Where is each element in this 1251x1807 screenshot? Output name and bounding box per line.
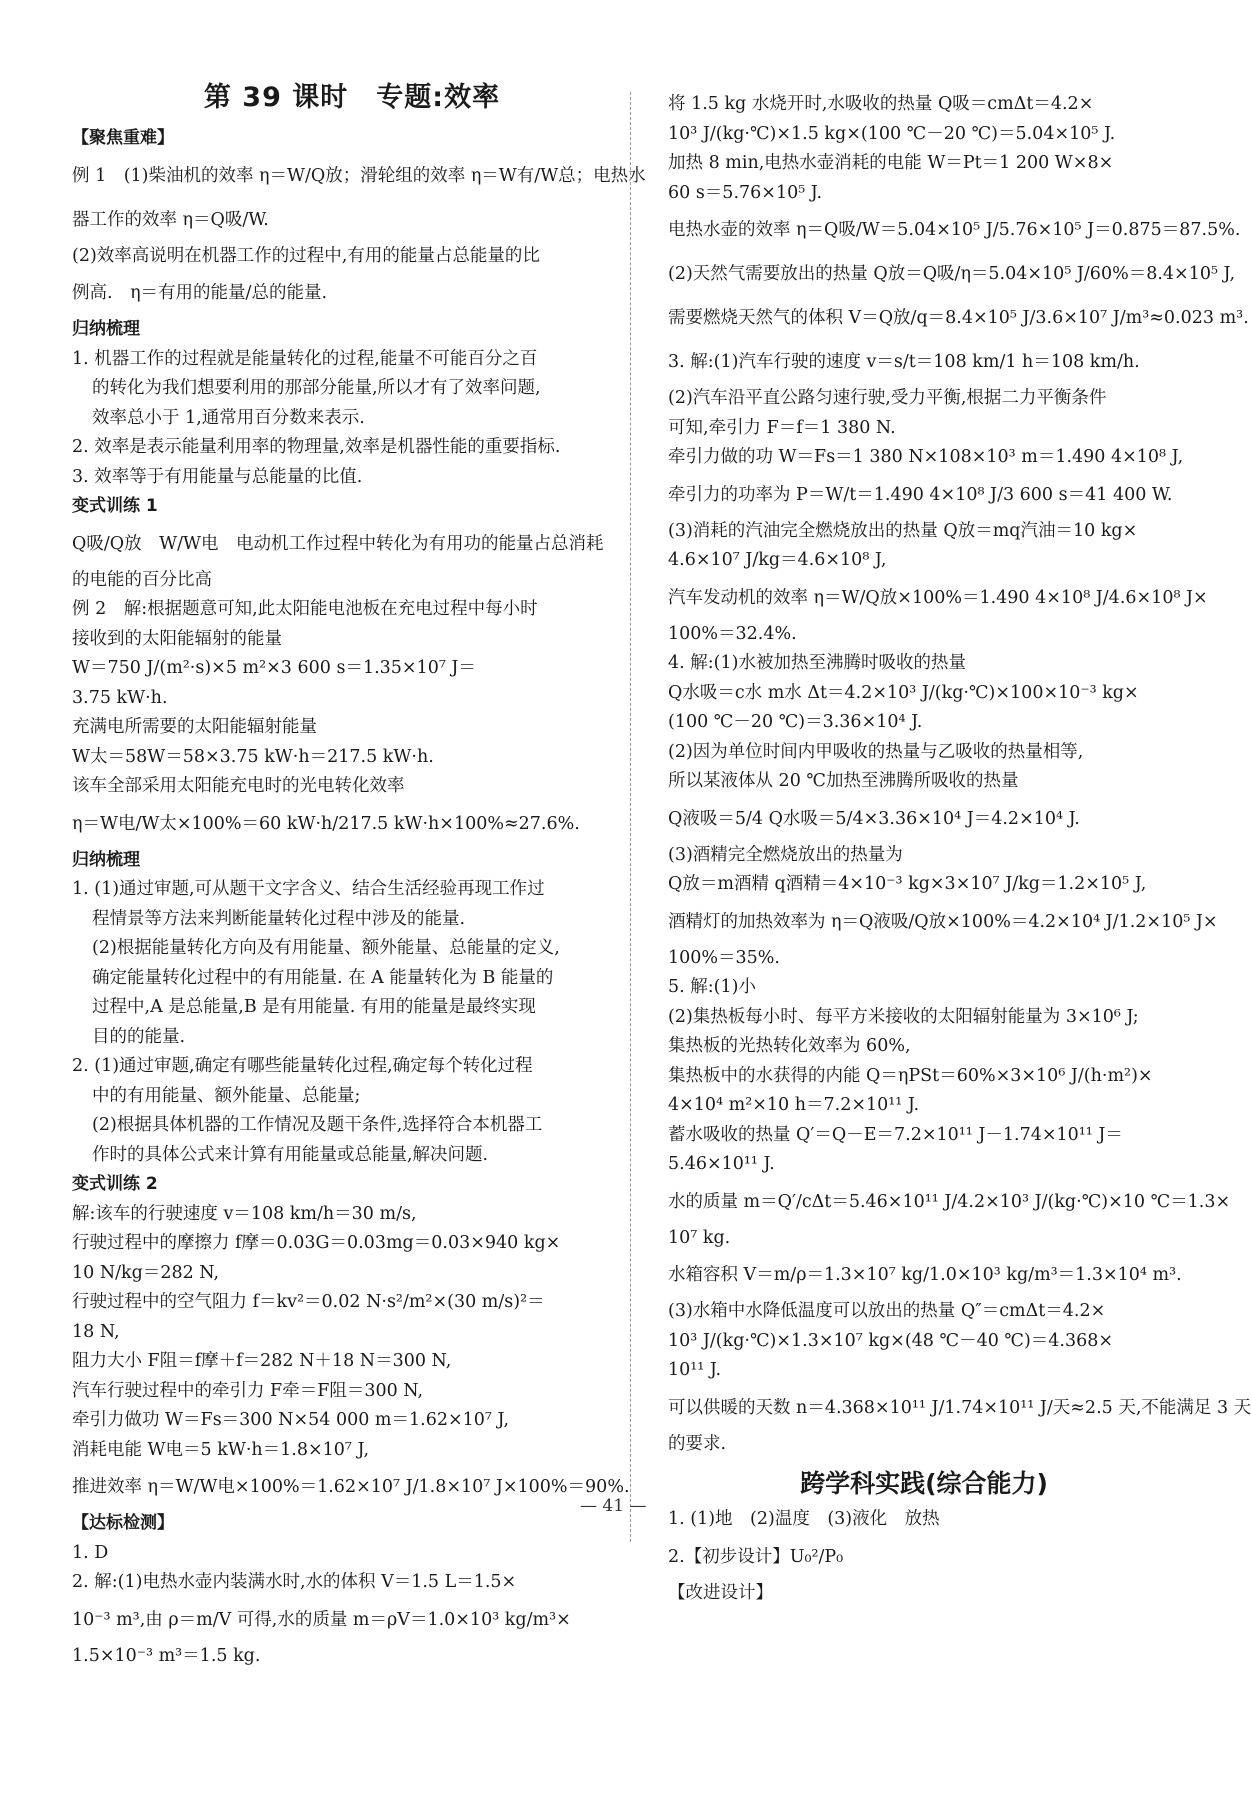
section-heading: 【聚焦重难】 bbox=[72, 128, 174, 148]
text-line: 1.5×10⁻³ m³＝1.5 kg. bbox=[72, 1645, 261, 1666]
text-line: 1. D bbox=[72, 1542, 109, 1563]
text-line: 2. (1)通过审题,确定有哪些能量转化过程,确定每个转化过程 bbox=[72, 1056, 533, 1076]
text-line: 10³ J/(kg·℃)×1.3×10⁷ kg×(48 ℃－40 ℃)＝4.368× bbox=[668, 1330, 1114, 1351]
text-line: 可以供暖的天数 n＝4.368×10¹¹ J/1.74×10¹¹ J/天≈2.5 天,不能满足 3 天 bbox=[668, 1397, 1251, 1418]
text-line: 蓄水吸收的热量 Q′＝Q－E＝7.2×10¹¹ J－1.74×10¹¹ J＝ bbox=[668, 1124, 1123, 1145]
text-line: (2)根据能量转化方向及有用能量、额外能量、总能量的定义, bbox=[92, 938, 560, 958]
text-line: 该车全部采用太阳能充电时的光电转化效率 bbox=[72, 776, 405, 796]
text-line: η＝W电/W太×100%＝60 kW·h/217.5 kW·h×100%≈27.6%. bbox=[72, 813, 580, 834]
text-line: Q吸/Q放 W/W电 电动机工作过程中转化为有用功的能量占总消耗 bbox=[72, 533, 604, 554]
section-heading: 归纳梳理 bbox=[72, 849, 140, 870]
text-line: 汽车行驶过程中的牵引力 F牵＝F阻＝300 N, bbox=[72, 1380, 424, 1401]
text-line: W太＝58W＝58×3.75 kW·h＝217.5 kW·h. bbox=[72, 746, 434, 767]
text-line: 加热 8 min,电热水壶消耗的电能 W＝Pt＝1 200 W×8× bbox=[668, 153, 1114, 173]
text-line: 过程中,A 是总能量,B 是有用能量. 有用的能量是最终实现 bbox=[92, 997, 536, 1017]
text-line: 2. 效率是表示能量利用率的物理量,效率是机器性能的重要指标. bbox=[72, 437, 561, 457]
text-line: 水的质量 m＝Q′/cΔt＝5.46×10¹¹ J/4.2×10³ J/(kg·℃)×10 ℃＝1.3× bbox=[668, 1191, 1231, 1212]
section-heading: 归纳梳理 bbox=[72, 319, 140, 339]
text-line: 3. 解:(1)汽车行驶的速度 v＝s/t＝108 km/1 h＝108 km/h. bbox=[668, 352, 1140, 372]
text-line: (2)因为单位时间内甲吸收的热量与乙吸收的热量相等, bbox=[668, 741, 1084, 762]
text-line: 推进效率 η＝W/W电×100%＝1.62×10⁷ J/1.8×10⁷ J×100%＝90%. bbox=[72, 1477, 630, 1497]
text-line: 接收到的太阳能辐射的能量 bbox=[72, 628, 282, 649]
text-line: 1. 机器工作的过程就是能量转化的过程,能量不可能百分之百 bbox=[72, 348, 538, 369]
section-heading: 【达标检测】 bbox=[72, 1513, 174, 1533]
text-line: (2)效率高说明在机器工作的过程中,有用的能量占总能量的比 bbox=[72, 245, 540, 266]
text-line: (3)消耗的汽油完全燃烧放出的热量 Q放＝mq汽油＝10 kg× bbox=[668, 520, 1138, 541]
text-line: 牵引力的功率为 P＝W/t＝1.490 4×10⁸ J/3 600 s＝41 400 W. bbox=[668, 484, 1173, 505]
text-line: 的转化为我们想要利用的那部分能量,所以才有了效率问题, bbox=[92, 378, 541, 398]
text-line: 60 s＝5.76×10⁵ J. bbox=[668, 182, 823, 203]
text-line: 100%＝32.4%. bbox=[668, 623, 797, 644]
lesson-title: 第 39 课时 专题:效率 bbox=[203, 82, 501, 113]
page-title bbox=[72, 78, 602, 120]
text-line: 作时的具体公式来计算有用能量或总能量,解决问题. bbox=[92, 1144, 489, 1165]
text-line: 中的有用能量、额外能量、总能量; bbox=[92, 1085, 361, 1106]
text-line: (2)天然气需要放出的热量 Q放＝Q吸/η＝5.04×10⁵ J/60%＝8.4×10⁵ J, bbox=[668, 264, 1236, 284]
text-line: 消耗电能 W电＝5 kW·h＝1.8×10⁷ J, bbox=[72, 1439, 370, 1460]
text-line: 行驶过程中的空气阻力 f＝kv²＝0.02 N·s²/m²×(30 m/s)²＝ bbox=[72, 1292, 545, 1312]
page-number: — 41 — bbox=[580, 1496, 647, 1516]
text-line: 10⁷ kg. bbox=[668, 1227, 731, 1248]
text-line: 10¹¹ J. bbox=[668, 1360, 722, 1380]
text-line: 4. 解:(1)水被加热至沸腾时吸收的热量 bbox=[668, 653, 966, 673]
section-title: 跨学科实践(综合能力) bbox=[800, 1469, 1048, 1498]
section-heading: 变式训练 2 bbox=[72, 1174, 158, 1194]
text-line: (2)集热板每小时、每平方米接收的太阳辐射能量为 3×10⁶ J; bbox=[668, 1006, 1139, 1027]
text-line: 【改进设计】 bbox=[668, 1582, 773, 1603]
text-line: 需要燃烧天然气的体积 V＝Q放/q＝8.4×10⁵ J/3.6×10⁷ J/m³≈0.023 m³. bbox=[668, 308, 1249, 328]
text-line: 效率总小于 1,通常用百分数来表示. bbox=[92, 407, 365, 428]
text-line: 水箱容积 V＝m/ρ＝1.3×10⁷ kg/1.0×10³ kg/m³＝1.3×10⁴ m³. bbox=[668, 1265, 1182, 1285]
text-line: (3)酒精完全燃烧放出的热量为 bbox=[668, 844, 903, 865]
text-line: Q水吸＝c水 m水 Δt＝4.2×10³ J/(kg·℃)×100×10⁻³ kg× bbox=[668, 682, 1139, 703]
text-line: 1. (1)地 (2)温度 (3)液化 放热 bbox=[668, 1509, 940, 1529]
text-line: 3.75 kW·h. bbox=[72, 687, 168, 708]
text-line: 行驶过程中的摩擦力 f摩＝0.03G＝0.03mg＝0.03×940 kg× bbox=[72, 1233, 561, 1253]
section-heading: 变式训练 1 bbox=[72, 496, 158, 516]
text-line: (100 ℃－20 ℃)＝3.36×10⁴ J. bbox=[668, 712, 923, 732]
text-line: (3)水箱中水降低温度可以放出的热量 Q″＝cmΔt＝4.2× bbox=[668, 1301, 1106, 1321]
text-line: 10 N/kg＝282 N, bbox=[72, 1262, 220, 1283]
text-line: 牵引力做的功 W＝Fs＝1 380 N×108×10³ m＝1.490 4×10⁸ J, bbox=[668, 447, 1184, 467]
text-line: 的要求. bbox=[668, 1433, 727, 1454]
text-line: 10⁻³ m³,由 ρ＝m/V 可得,水的质量 m＝ρV＝1.0×10³ kg/m³× bbox=[72, 1609, 571, 1630]
text-line: 的电能的百分比高 bbox=[72, 569, 212, 590]
text-line: 1. (1)通过审题,可从题干文字含义、结合生活经验再现工作过 bbox=[72, 879, 545, 899]
text-line: 程情景等方法来判断能量转化过程中涉及的能量. bbox=[92, 908, 466, 929]
text-line: Q放＝m酒精 q酒精＝4×10⁻³ kg×3×10⁷ J/kg＝1.2×10⁵ J, bbox=[668, 874, 1147, 894]
text-line: 器工作的效率 η＝Q吸/W. bbox=[72, 209, 269, 230]
text-line: 3. 效率等于有用能量与总能量的比值. bbox=[72, 466, 363, 487]
text-line: 电热水壶的效率 η＝Q吸/W＝5.04×10⁵ J/5.76×10⁵ J＝0.875＝87.5%. bbox=[668, 220, 1241, 240]
text-line: 2.【初步设计】U₀²/P₀ bbox=[668, 1546, 844, 1567]
column-divider bbox=[630, 92, 631, 1542]
text-line: Q液吸＝5/4 Q水吸＝5/4×3.36×10⁴ J＝4.2×10⁴ J. bbox=[668, 808, 1080, 829]
text-line: 100%＝35%. bbox=[668, 947, 780, 968]
text-line: 例 1 (1)柴油机的效率 η＝W/Q放；滑轮组的效率 η＝W有/W总；电热水 bbox=[72, 165, 646, 186]
text-line: 充满电所需要的太阳能辐射能量 bbox=[72, 717, 317, 737]
text-line: 汽车发动机的效率 η＝W/Q放×100%＝1.490 4×10⁸ J/4.6×10⁸ J× bbox=[668, 587, 1208, 608]
text-line: 确定能量转化过程中的有用能量. 在 A 能量转化为 B 能量的 bbox=[92, 967, 554, 988]
text-line: 5.46×10¹¹ J. bbox=[668, 1154, 775, 1174]
text-line: 牵引力做功 W＝Fs＝300 N×54 000 m＝1.62×10⁷ J, bbox=[72, 1410, 510, 1430]
text-line: (2)根据具体机器的工作情况及题干条件,选择符合本机器工 bbox=[92, 1115, 543, 1135]
text-line: (2)汽车沿平直公路匀速行驶,受力平衡,根据二力平衡条件 bbox=[668, 388, 1107, 408]
text-line: 将 1.5 kg 水烧开时,水吸收的热量 Q吸＝cmΔt＝4.2× bbox=[668, 94, 1094, 114]
text-line: 阻力大小 F阻＝f摩＋f＝282 N＋18 N＝300 N, bbox=[72, 1351, 452, 1371]
text-line: W＝750 J/(m²·s)×5 m²×3 600 s＝1.35×10⁷ J＝ bbox=[72, 658, 476, 678]
text-line: 2. 解:(1)电热水壶内装满水时,水的体积 V＝1.5 L＝1.5× bbox=[72, 1572, 517, 1592]
text-line: 例高. η＝有用的能量/总的能量. bbox=[72, 283, 328, 303]
text-line: 例 2 解:根据题意可知,此太阳能电池板在充电过程中每小时 bbox=[72, 599, 538, 619]
text-line: 酒精灯的加热效率为 η＝Q液吸/Q放×100%＝4.2×10⁴ J/1.2×10⁵ J× bbox=[668, 911, 1218, 932]
text-line: 18 N, bbox=[72, 1321, 120, 1342]
right-column bbox=[668, 90, 1251, 1608]
text-line: 集热板的光热转化效率为 60%, bbox=[668, 1036, 911, 1056]
text-line: 4×10⁴ m²×10 h＝7.2×10¹¹ J. bbox=[668, 1095, 920, 1115]
text-line: 可知,牵引力 F＝f＝1 380 N. bbox=[668, 417, 896, 438]
text-line: 10³ J/(kg·℃)×1.5 kg×(100 ℃－20 ℃)＝5.04×10⁵ J. bbox=[668, 123, 1116, 144]
text-line: 所以某液体从 20 ℃加热至沸腾所吸收的热量 bbox=[668, 771, 1019, 791]
text-line: 集热板中的水获得的内能 Q＝ηPSt＝60%×3×10⁶ J/(h·m²)× bbox=[668, 1065, 1153, 1086]
text-line: 解:该车的行驶速度 v＝108 km/h＝30 m/s, bbox=[72, 1203, 417, 1224]
text-line: 4.6×10⁷ J/kg＝4.6×10⁸ J, bbox=[668, 550, 887, 570]
text-line: 目的的能量. bbox=[92, 1026, 186, 1047]
text-line: 5. 解:(1)小 bbox=[668, 977, 756, 997]
